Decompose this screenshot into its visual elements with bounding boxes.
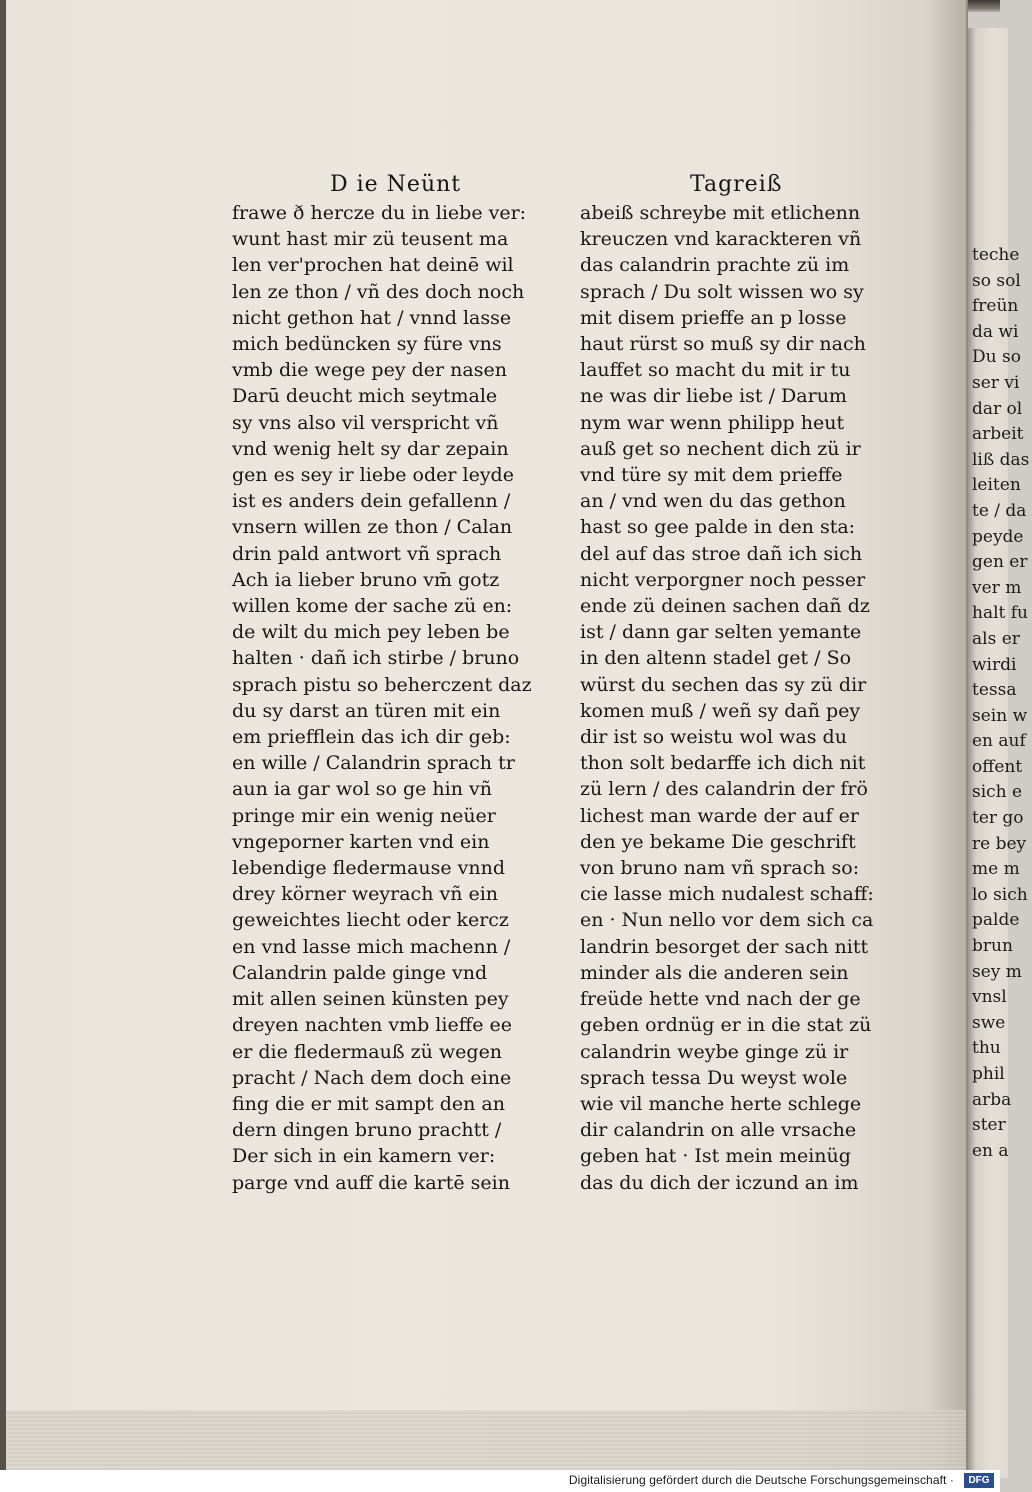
text-line: mich bedüncken sy füre vns (232, 333, 502, 356)
fragment-line: ter go (972, 808, 1024, 829)
text-line: freüde hette vnd nach der ge (580, 988, 861, 1011)
text-line: dir calandrin on alle vrsache (580, 1119, 857, 1142)
text-line: vnd türe sy mit dem prieffe (580, 464, 843, 487)
text-line: en wille / Calandrin sprach tr (232, 752, 515, 775)
fragment-line: sich e (972, 782, 1023, 803)
right-page-edge (968, 28, 1030, 1478)
fragment-line: ver m (972, 577, 1022, 598)
fragment-line: sein w (972, 705, 1028, 726)
page-stack-edge (6, 1410, 966, 1470)
text-line: mit disem prieffe an p losse (580, 306, 847, 329)
fragment-line: en auf (972, 731, 1026, 752)
text-line: geben ordnüg er in die stat zü (580, 1014, 872, 1037)
text-line: er die fledermauß zü wegen (232, 1040, 503, 1063)
text-line: zü lern / des calandrin der frö (580, 778, 868, 801)
text-line: von bruno nam vñ sprach so: (580, 857, 860, 880)
text-line: komen muß / weñ sy dañ pey (580, 699, 861, 722)
fragment-line: so sol (972, 270, 1021, 291)
text-line: ist / dann gar selten yemante (580, 621, 862, 644)
text-line: das calandrin prachte zü im (580, 254, 850, 277)
text-line: thon solt bedarffe ich dich nit (580, 752, 866, 775)
fragment-line: sey m (972, 961, 1022, 982)
text-line: auß get so nechent dich zü ir (580, 437, 861, 460)
fragment-line: da wi (972, 321, 1019, 342)
text-line: lichest man warde der auf er (580, 804, 859, 827)
fragment-line: brun (972, 936, 1013, 957)
text-line: haut rürst so muß sy dir nach (580, 333, 866, 356)
text-line: nym war wenn philipp heut (580, 411, 845, 434)
text-line: mit allen seinen künsten pey (232, 988, 509, 1011)
text-line: dreyen nachten vmb lieffe ee (232, 1014, 512, 1037)
fragment-line: tessa (972, 680, 1017, 701)
funding-notice: Digitalisierung gefördert durch die Deutsche Forschungsgemeinschaft · (568, 1473, 954, 1487)
fragment-line: halt fu (972, 603, 1028, 624)
text-line: pringe mir ein wenig neüer (232, 804, 496, 827)
text-column-left (232, 200, 552, 1196)
fragment-line: me m (972, 859, 1020, 880)
text-line: du sy darst an türen mit ein (232, 699, 501, 722)
fragment-line: Du so (972, 347, 1021, 368)
text-line: wie vil manche herte schlege (580, 1092, 862, 1115)
text-line: vngeporner karten vnd ein (232, 830, 490, 853)
text-line: frawe ð hercze du in liebe ver: (232, 202, 527, 224)
text-line: das du dich der iczund an im (580, 1171, 859, 1194)
text-line: en vnd lasse mich machenn / (232, 935, 511, 958)
text-line: würst du sechen das sy zü dir (580, 673, 867, 696)
fragment-line: offent (972, 756, 1023, 777)
fragment-line: als er (972, 628, 1020, 649)
fragment-line: arba (972, 1089, 1012, 1110)
text-column-right (580, 200, 890, 1196)
right-page-text-fragments (972, 243, 1032, 1164)
text-line: drin pald antwort vñ sprach (232, 542, 502, 565)
fragment-line: thu (972, 1038, 1001, 1059)
running-header-right: Tagreiß (690, 172, 783, 197)
fragment-line: ser vi (972, 372, 1020, 393)
fragment-line: ster (972, 1115, 1006, 1136)
text-line: dern dingen bruno prachtt / (232, 1119, 502, 1142)
text-line: kreuczen vnd karackteren vñ (580, 228, 862, 251)
text-line: in den altenn stadel get / So (580, 647, 852, 670)
text-line: del auf das stroe dañ ich sich (580, 542, 863, 565)
fragment-line: freün (972, 296, 1019, 317)
text-line: calandrin weybe ginge zü ir (580, 1040, 849, 1063)
text-line: hast so gee palde in den sta: (580, 516, 856, 539)
text-line: geweichtes liecht oder kercz (232, 909, 509, 932)
text-line: ne was dir liebe ist / Darum (580, 385, 847, 408)
fragment-line: en a (972, 1140, 1009, 1161)
fragment-line: wirdi (972, 654, 1017, 675)
text-line: sprach tessa Du weyst wole (580, 1066, 848, 1089)
text-line: lauffet so macht du mit ir tu (580, 359, 851, 382)
text-line: lebendige fledermause vnnd (232, 857, 506, 880)
text-line: len ver'prochen hat deinē wil (232, 254, 514, 277)
text-line: Ach ia lieber bruno vm̄ gotz (232, 568, 500, 591)
text-line: aun ia gar wol so ge hin vñ (232, 778, 492, 801)
text-line: fing die er mit sampt den an (232, 1092, 505, 1115)
fragment-line: peyde (972, 526, 1024, 547)
fragment-line: dar ol (972, 398, 1023, 419)
fragment-line: gen er (972, 552, 1028, 573)
fragment-line: lo sich (972, 884, 1028, 905)
text-line: an / vnd wen du das gethon (580, 490, 846, 513)
text-line: en · Nun nello vor dem sich ca (580, 909, 874, 932)
text-line: de wilt du mich pey leben be (232, 621, 510, 644)
fragment-line: vnsl (972, 987, 1007, 1008)
fragment-line: palde (972, 910, 1020, 931)
text-line: Der sich in ein kamern ver: (232, 1145, 496, 1168)
text-line: sy vns also vil verspricht vñ (232, 411, 499, 434)
text-line: Darū deucht mich seytmale (232, 385, 498, 408)
fragment-line: leiten (972, 475, 1021, 496)
text-line: pracht / Nach dem doch eine (232, 1066, 512, 1089)
footer-bar (0, 1470, 1000, 1492)
text-line: ist es anders dein gefallenn / (232, 490, 511, 513)
text-line: wunt hast mir zü teusent ma (232, 228, 509, 251)
running-header-left: D ie Neünt (330, 172, 462, 197)
fragment-line: re bey (972, 833, 1027, 854)
text-line: vnsern willen ze thon / Calan (232, 516, 513, 539)
text-line: halten · dañ ich stirbe / bruno (232, 647, 520, 670)
text-line: landrin besorget der sach nitt (580, 935, 869, 958)
text-line: gen es sey ir liebe oder leyde (232, 464, 514, 487)
text-line: cie lasse mich nudalest schaff: (580, 883, 874, 906)
text-line: ende zü deinen sachen dañ dz (580, 595, 870, 618)
fragment-line: te / da (972, 500, 1027, 521)
dfg-logo: DFG (964, 1473, 994, 1488)
text-line: minder als die anderen sein (580, 961, 849, 984)
text-line: abeiß schreybe mit etlichenn (580, 202, 861, 224)
fragment-line: phil (972, 1064, 1005, 1084)
text-line: em priefflein das ich dir geb: (232, 726, 511, 749)
text-line: nicht gethon hat / vnnd lasse (232, 306, 512, 329)
text-line: sprach / Du solt wissen wo sy (580, 280, 864, 303)
text-line: vmb die wege pey der nasen (232, 359, 507, 382)
text-line: len ze thon / vñ des doch noch (232, 280, 525, 303)
text-line: vnd wenig helt sy dar zepain (232, 437, 509, 460)
text-line: den ye bekame Die geschrift (580, 830, 856, 853)
text-line: willen kome der sache zü en: (232, 595, 513, 618)
text-line: parge vnd auff die kartē sein (232, 1171, 510, 1194)
text-line: geben hat · Ist mein meinüg (580, 1145, 851, 1168)
text-line: sprach pistu so beherczent daz (232, 673, 532, 696)
fragment-line: liß das (972, 449, 1030, 470)
text-line: drey körner weyrach vñ ein (232, 883, 499, 906)
text-line: dir ist so weistu wol was du (580, 726, 847, 749)
fragment-line: teche (972, 245, 1020, 265)
fragment-line: swe (972, 1012, 1006, 1033)
fragment-line: arbeit (972, 424, 1024, 445)
text-line: nicht verporgner noch pesser (580, 568, 866, 591)
text-line: Calandrin palde ginge vnd (232, 961, 488, 984)
